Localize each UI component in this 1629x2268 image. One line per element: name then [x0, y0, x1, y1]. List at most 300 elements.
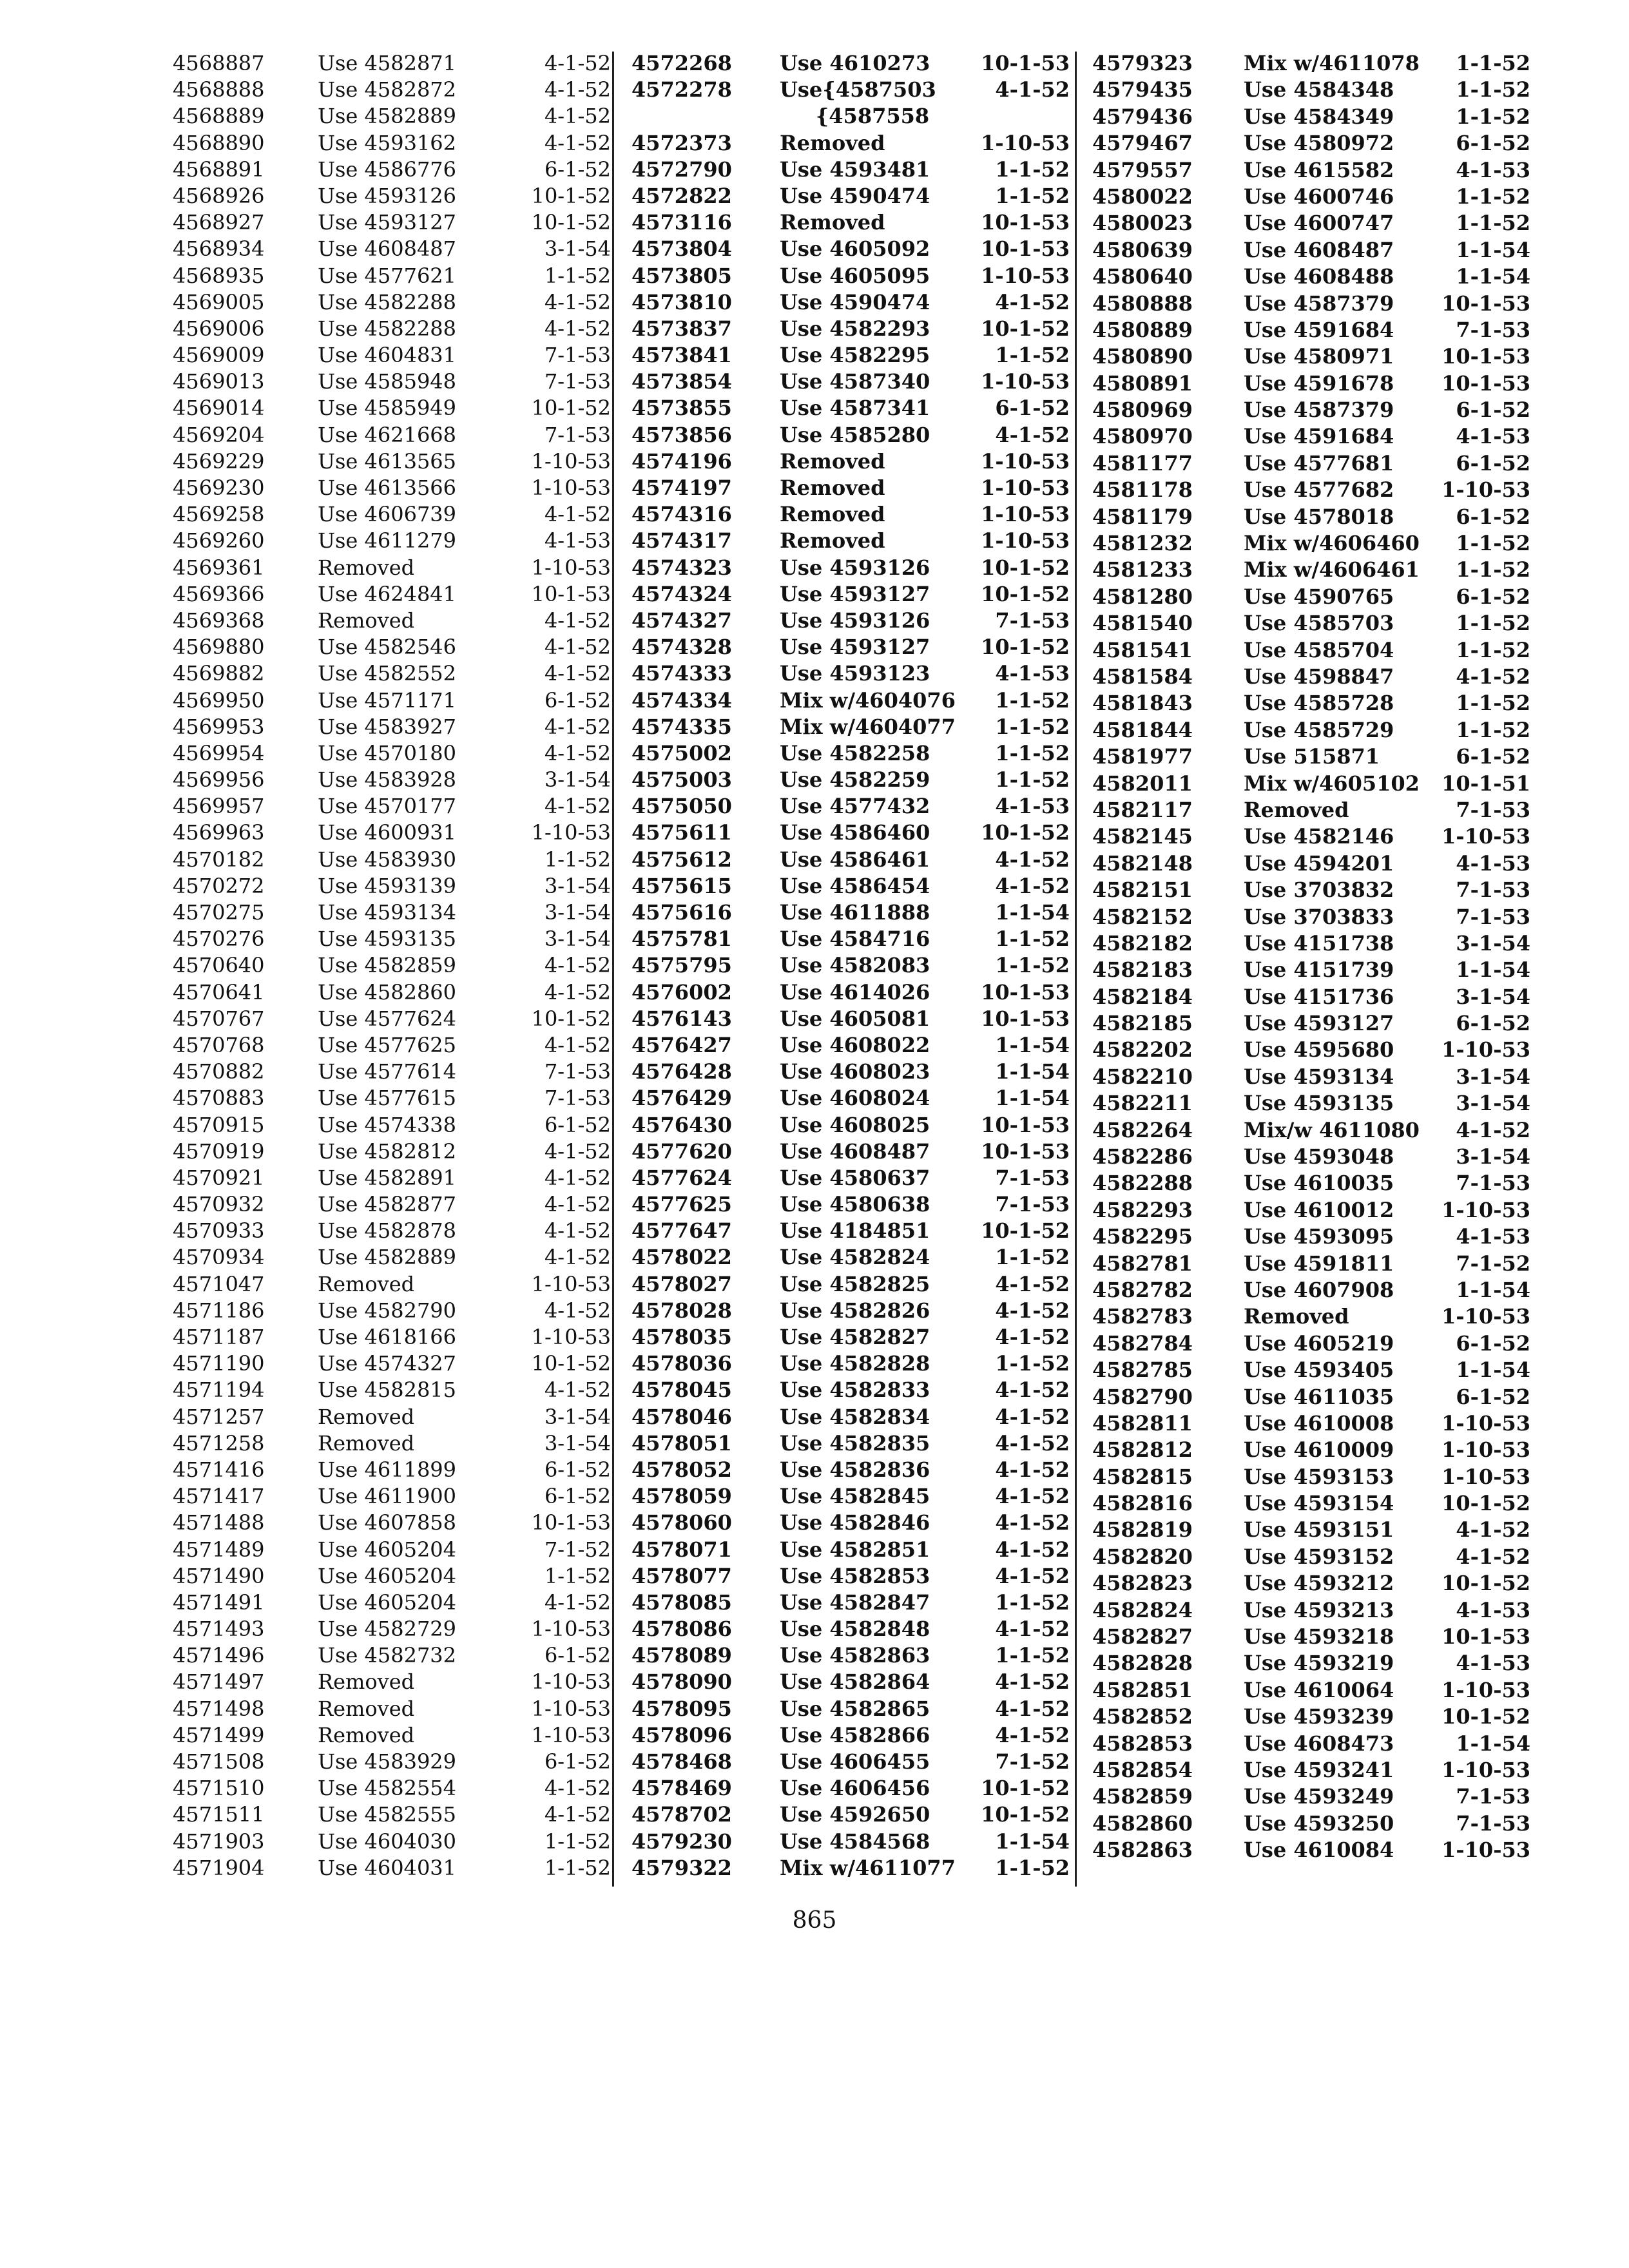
action-text: Use 4582790 [318, 1298, 457, 1323]
effective-date: 1-1-54 [995, 1086, 1070, 1111]
table-row [631, 1696, 1070, 1722]
action-text: Use 4605092 [780, 236, 930, 262]
effective-date: 4-1-52 [995, 1325, 1070, 1349]
table-row [173, 1590, 611, 1616]
effective-date: 1-1-54 [995, 1829, 1070, 1854]
table-row [1092, 477, 1530, 503]
effective-date: 1-10-53 [531, 555, 611, 580]
effective-date: 4-1-52 [544, 661, 611, 686]
part-number: 4571498 [173, 1696, 265, 1721]
action-text: Mix w/4611078 [1244, 51, 1420, 75]
effective-date: 1-1-52 [995, 1245, 1070, 1270]
table-row [173, 1298, 611, 1324]
effective-date: 6-1-52 [544, 1457, 611, 1482]
table-row [1092, 904, 1530, 930]
table-row [173, 1006, 611, 1032]
table-row [173, 952, 611, 979]
part-number: 4582820 [1092, 1544, 1193, 1569]
part-number: 4579435 [1092, 77, 1193, 102]
part-number: 4580023 [1092, 211, 1193, 236]
part-number: 4571491 [173, 1590, 265, 1615]
part-number: 4577624 [631, 1165, 732, 1190]
table-row [1092, 423, 1530, 450]
table-row [173, 1191, 611, 1218]
action-text: Use 4582555 [318, 1802, 457, 1827]
action-text: Mix w/4604077 [780, 714, 956, 739]
action-text: Use 4582889 [318, 104, 457, 129]
table-row [631, 236, 1070, 262]
table-row [631, 528, 1070, 554]
part-number: 4569950 [173, 687, 265, 713]
action-text: Use 4184851 [780, 1218, 930, 1244]
effective-date: 1-1-52 [1456, 531, 1530, 556]
part-number: 4574334 [631, 687, 732, 713]
table-row [173, 1085, 611, 1111]
effective-date: 1-10-53 [1441, 1037, 1530, 1062]
action-text: {4587558 [780, 104, 930, 129]
effective-date: 10-1-52 [981, 316, 1070, 341]
table-row [1092, 1170, 1530, 1196]
part-number: 4569014 [173, 396, 265, 421]
effective-date: 4-1-52 [544, 740, 611, 765]
effective-date: 1-1-52 [995, 183, 1070, 208]
table-row [631, 767, 1070, 793]
action-text: Use 4605219 [1244, 1331, 1394, 1356]
table-row [631, 1510, 1070, 1536]
effective-date: 3-1-54 [1456, 984, 1530, 1009]
effective-date: 4-1-52 [995, 1484, 1070, 1509]
part-number: 4582183 [1092, 957, 1193, 983]
column-divider [1075, 52, 1077, 1887]
part-number: 4582151 [1092, 878, 1193, 903]
table-row [173, 1350, 611, 1377]
table-row [1092, 610, 1530, 637]
action-text: Use 4590474 [780, 289, 930, 314]
action-text: Use 4607908 [1244, 1277, 1394, 1302]
action-text: Use 4590474 [780, 183, 930, 208]
part-number: 4571187 [173, 1325, 265, 1349]
table-row [173, 1855, 611, 1881]
part-number: 4571493 [173, 1617, 265, 1642]
table-row [173, 209, 611, 236]
effective-date: 4-1-52 [995, 1722, 1070, 1747]
part-number: 4570275 [173, 900, 265, 925]
effective-date: 1-10-53 [531, 476, 611, 500]
action-text: Use 3703832 [1244, 878, 1394, 903]
part-number: 4578052 [631, 1457, 732, 1482]
part-number: 4580969 [1092, 398, 1193, 423]
part-number: 4581844 [1092, 717, 1193, 742]
action-text: Use 4582812 [318, 1139, 457, 1164]
effective-date: 1-1-52 [995, 953, 1070, 978]
action-text: Use 4600931 [318, 820, 457, 845]
table-row [173, 422, 611, 448]
table-row [173, 1722, 611, 1749]
action-text: Use 4580972 [1244, 131, 1394, 156]
table-row [173, 1032, 611, 1059]
table-row [1092, 130, 1530, 157]
table-row [631, 209, 1070, 236]
action-text: Use 4593135 [318, 927, 457, 952]
table-row [1092, 1544, 1530, 1570]
part-number: 4579557 [1092, 157, 1193, 182]
part-number: 4581280 [1092, 584, 1193, 609]
effective-date: 4-1-52 [544, 1139, 611, 1164]
action-text: Use 4583929 [318, 1749, 457, 1774]
table-row [1092, 1251, 1530, 1277]
part-number: 4569258 [173, 502, 265, 527]
effective-date: 4-1-52 [544, 77, 611, 102]
table-row [1092, 450, 1530, 477]
effective-date: 1-1-52 [995, 1590, 1070, 1615]
part-number: 4582823 [1092, 1571, 1193, 1596]
part-number: 4582011 [1092, 771, 1193, 796]
table-row [631, 687, 1070, 714]
effective-date: 10-1-52 [981, 820, 1070, 845]
effective-date: 10-1-52 [531, 396, 611, 421]
part-number: 4580888 [1092, 291, 1193, 316]
effective-date: 10-1-51 [1441, 771, 1530, 796]
part-number: 4568890 [173, 130, 265, 155]
part-number: 4578469 [631, 1776, 732, 1801]
part-number: 4578035 [631, 1325, 732, 1349]
table-row [631, 634, 1070, 660]
action-text: Use 4593154 [1244, 1491, 1394, 1516]
action-text: Use 4591684 [1244, 317, 1394, 342]
table-row [631, 820, 1070, 846]
action-text: Use 4582554 [318, 1776, 457, 1801]
table-row [173, 475, 611, 501]
table-row [1092, 1197, 1530, 1224]
action-text: Use 4593126 [780, 608, 930, 633]
part-number: 4569954 [173, 740, 265, 765]
table-row [631, 899, 1070, 926]
table-column-2 [631, 50, 1070, 1881]
part-number: 4573804 [631, 236, 732, 262]
effective-date: 4-1-52 [544, 953, 611, 978]
part-number: 4568926 [173, 183, 265, 208]
effective-date: 10-1-53 [531, 1510, 611, 1535]
table-column-3 [1092, 50, 1530, 1864]
table-row [631, 316, 1070, 342]
effective-date: 10-1-53 [1441, 344, 1530, 369]
action-text: Use 4591678 [1244, 370, 1394, 396]
part-number: 4569230 [173, 476, 265, 500]
action-text: Use 4582877 [318, 1192, 457, 1217]
part-number: 4569229 [173, 448, 265, 474]
action-text: Use 4580971 [1244, 344, 1394, 369]
effective-date: 4-1-52 [544, 635, 611, 660]
part-number: 4576002 [631, 979, 732, 1004]
action-text: Use 4610035 [1244, 1171, 1394, 1196]
action-text: Removed [318, 1430, 415, 1456]
part-number: 4582816 [1092, 1491, 1193, 1516]
effective-date: 10-1-52 [531, 183, 611, 208]
action-text: Use 4624841 [318, 581, 457, 606]
table-row [1092, 1010, 1530, 1037]
action-text: Use 4584349 [1244, 104, 1394, 129]
action-text: Use 515871 [1244, 744, 1380, 769]
table-row [1092, 1597, 1530, 1624]
part-number: 4568889 [173, 104, 265, 129]
table-row [1092, 1037, 1530, 1063]
table-row [173, 1165, 611, 1191]
part-number: 4581843 [1092, 691, 1193, 716]
effective-date: 4-1-53 [544, 528, 611, 553]
effective-date: 1-1-52 [544, 1563, 611, 1588]
effective-date: 1-1-54 [1456, 237, 1530, 262]
table-row [1092, 637, 1530, 664]
action-text: Use 4585728 [1244, 691, 1394, 716]
effective-date: 6-1-52 [1456, 1011, 1530, 1036]
effective-date: 4-1-52 [544, 316, 611, 341]
table-row [1092, 1384, 1530, 1410]
part-number: 4578702 [631, 1802, 732, 1827]
part-number: 4572268 [631, 51, 732, 75]
table-row [173, 979, 611, 1006]
action-text: Mix w/4606460 [1244, 531, 1420, 556]
table-row [1092, 1331, 1530, 1357]
action-text: Use 4593127 [780, 581, 930, 606]
effective-date: 7-1-53 [544, 369, 611, 394]
effective-date: 1-10-53 [1441, 1677, 1530, 1702]
part-number: 4580022 [1092, 184, 1193, 209]
action-text: Use 4608473 [1244, 1731, 1394, 1756]
action-text: Use 4593048 [1244, 1144, 1394, 1169]
action-text: Use 4593481 [780, 157, 930, 182]
action-text: Use 4582864 [780, 1669, 930, 1695]
effective-date: 4-1-52 [544, 714, 611, 739]
effective-date: 1-1-52 [544, 847, 611, 872]
part-number: 4581584 [1092, 664, 1193, 689]
action-text: Use 4593127 [780, 635, 930, 660]
table-row [631, 157, 1070, 183]
effective-date: 4-1-53 [1456, 424, 1530, 449]
effective-date: 4-1-52 [544, 1032, 611, 1057]
table-row [173, 183, 611, 209]
table-row [631, 448, 1070, 475]
page-number: 865 [792, 1907, 837, 1934]
part-number: 4570915 [173, 1112, 265, 1137]
table-row [1092, 1570, 1530, 1597]
part-number: 4574317 [631, 528, 732, 553]
action-text: Use 4610064 [1244, 1677, 1394, 1702]
part-number: 4571190 [173, 1351, 265, 1376]
action-text: Use 4606456 [780, 1776, 930, 1801]
effective-date: 4-1-52 [1456, 1544, 1530, 1569]
effective-date: 3-1-54 [544, 873, 611, 898]
action-text: Use 4585948 [318, 369, 457, 394]
part-number: 4582785 [1092, 1358, 1193, 1383]
table-row [631, 555, 1070, 581]
action-text: Removed [318, 1404, 415, 1429]
effective-date: 4-1-53 [1456, 850, 1530, 876]
table-row [631, 1722, 1070, 1749]
effective-date: 10-1-53 [531, 581, 611, 606]
effective-date: 1-1-52 [995, 1643, 1070, 1668]
action-text: Use 4611035 [1244, 1384, 1394, 1409]
part-number: 4572822 [631, 183, 732, 208]
table-row [173, 77, 611, 103]
table-row [631, 183, 1070, 209]
table-row [1092, 1090, 1530, 1117]
action-text: Use 4577625 [318, 1032, 457, 1057]
effective-date: 4-1-52 [544, 130, 611, 155]
part-number: 4569368 [173, 608, 265, 633]
action-text: Use 4608024 [780, 1086, 930, 1111]
table-row [173, 634, 611, 660]
action-text: Use 4593135 [1244, 1091, 1394, 1116]
effective-date: 4-1-52 [544, 608, 611, 633]
table-row [1092, 317, 1530, 343]
table-row [1092, 850, 1530, 877]
table-row [1092, 1677, 1530, 1704]
part-number: 4572278 [631, 77, 732, 102]
action-text: Use 4151739 [1244, 957, 1394, 983]
table-row [173, 1802, 611, 1828]
action-text: Use 4578018 [1244, 504, 1394, 529]
effective-date: 10-1-52 [981, 1218, 1070, 1244]
table-row [173, 1696, 611, 1722]
table-row [173, 1377, 611, 1403]
action-text: Use 4593126 [318, 183, 457, 208]
part-number: 4582211 [1092, 1091, 1193, 1116]
table-row [173, 714, 611, 740]
action-text: Use 4582828 [780, 1351, 930, 1376]
table-row [1092, 1224, 1530, 1250]
part-number: 4568891 [173, 157, 265, 182]
action-text: Use 4585704 [1244, 637, 1394, 662]
part-number: 4576427 [631, 1032, 732, 1057]
part-number: 4582783 [1092, 1304, 1193, 1329]
action-text: Use 4605204 [318, 1537, 457, 1562]
part-number: 4582859 [1092, 1784, 1193, 1809]
action-text: Use 4580637 [780, 1165, 930, 1190]
table-row [1092, 504, 1530, 530]
action-text: Use 4608487 [318, 236, 457, 262]
table-row [1092, 1837, 1530, 1863]
part-number: 4573854 [631, 369, 732, 394]
table-row [173, 687, 611, 714]
action-text: Use 4587379 [1244, 291, 1394, 316]
effective-date: 6-1-52 [1456, 1384, 1530, 1409]
action-text: Use 4582827 [780, 1325, 930, 1349]
table-row [1092, 1303, 1530, 1330]
part-number: 4571417 [173, 1484, 265, 1509]
effective-date: 1-1-52 [1456, 611, 1530, 636]
part-number: 4582295 [1092, 1224, 1193, 1249]
table-row [631, 1298, 1070, 1324]
effective-date: 4-1-52 [544, 1298, 611, 1323]
part-number: 4577620 [631, 1139, 732, 1164]
action-text: Use 4600746 [1244, 184, 1394, 209]
effective-date: 1-1-52 [995, 927, 1070, 952]
part-number: 4582824 [1092, 1597, 1193, 1622]
effective-date: 1-10-53 [531, 820, 611, 845]
effective-date: 1-1-54 [1456, 1731, 1530, 1756]
action-text: Use 4608022 [780, 1032, 930, 1057]
action-text: Use 4595680 [1244, 1037, 1394, 1062]
table-row [173, 448, 611, 475]
part-number: 4571511 [173, 1802, 265, 1827]
action-text: Use 4610084 [1244, 1838, 1394, 1863]
action-text: Removed [1244, 1304, 1349, 1329]
part-number: 4575795 [631, 953, 732, 978]
table-row [1092, 1277, 1530, 1303]
table-row [173, 1510, 611, 1536]
action-text: Use 4582835 [780, 1430, 930, 1456]
part-number: 4580640 [1092, 264, 1193, 289]
table-row [173, 820, 611, 846]
table-row [1092, 50, 1530, 77]
effective-date: 7-1-53 [544, 1059, 611, 1084]
table-row [173, 395, 611, 421]
action-text: Use 4582552 [318, 661, 457, 686]
part-number: 4569956 [173, 767, 265, 793]
effective-date: 10-1-52 [1441, 1491, 1530, 1516]
table-row [631, 1324, 1070, 1350]
table-row [631, 979, 1070, 1006]
action-text: Use 4608023 [780, 1059, 930, 1084]
effective-date: 1-10-53 [1441, 477, 1530, 503]
effective-date: 1-1-52 [995, 343, 1070, 368]
effective-date: 4-1-52 [1456, 1517, 1530, 1542]
action-text: Removed [780, 130, 885, 155]
table-row [631, 342, 1070, 369]
effective-date: 7-1-53 [1456, 878, 1530, 903]
effective-date: 10-1-53 [981, 1006, 1070, 1031]
action-text: Use 4587341 [780, 396, 930, 421]
effective-date: 4-1-52 [544, 1218, 611, 1244]
action-text: Use 4591684 [1244, 424, 1394, 449]
part-number: 4573837 [631, 316, 732, 341]
effective-date: 1-1-52 [995, 687, 1070, 713]
part-number: 4582851 [1092, 1677, 1193, 1702]
effective-date: 10-1-52 [1441, 1704, 1530, 1729]
effective-date: 1-1-52 [1456, 557, 1530, 582]
part-number: 4571508 [173, 1749, 265, 1774]
part-number: 4569013 [173, 369, 265, 394]
effective-date: 1-1-52 [1456, 691, 1530, 716]
table-row [1092, 157, 1530, 184]
part-number: 4578060 [631, 1510, 732, 1535]
table-row [631, 581, 1070, 608]
table-row [1092, 184, 1530, 210]
part-number: 4569880 [173, 635, 265, 660]
table-row [631, 1218, 1070, 1244]
effective-date: 1-1-52 [544, 263, 611, 288]
table-row [631, 1590, 1070, 1616]
action-text: Use 4582288 [318, 289, 457, 314]
action-text: Use 4585729 [1244, 717, 1394, 742]
action-text: Use 4574338 [318, 1112, 457, 1137]
table-row [173, 1218, 611, 1244]
effective-date: 6-1-52 [1456, 744, 1530, 769]
table-row [173, 1404, 611, 1430]
part-number: 4570641 [173, 979, 265, 1004]
part-number: 4574327 [631, 608, 732, 633]
part-number: 4576143 [631, 1006, 732, 1031]
action-text: Use 4582259 [780, 767, 930, 793]
part-number: 4576430 [631, 1112, 732, 1137]
table-row [173, 1271, 611, 1298]
part-number: 4569882 [173, 661, 265, 686]
effective-date: 7-1-53 [1456, 1784, 1530, 1809]
effective-date: 1-1-54 [1456, 1277, 1530, 1302]
table-row [1092, 557, 1530, 583]
effective-date: 1-1-52 [1456, 77, 1530, 102]
table-row [1092, 1731, 1530, 1757]
